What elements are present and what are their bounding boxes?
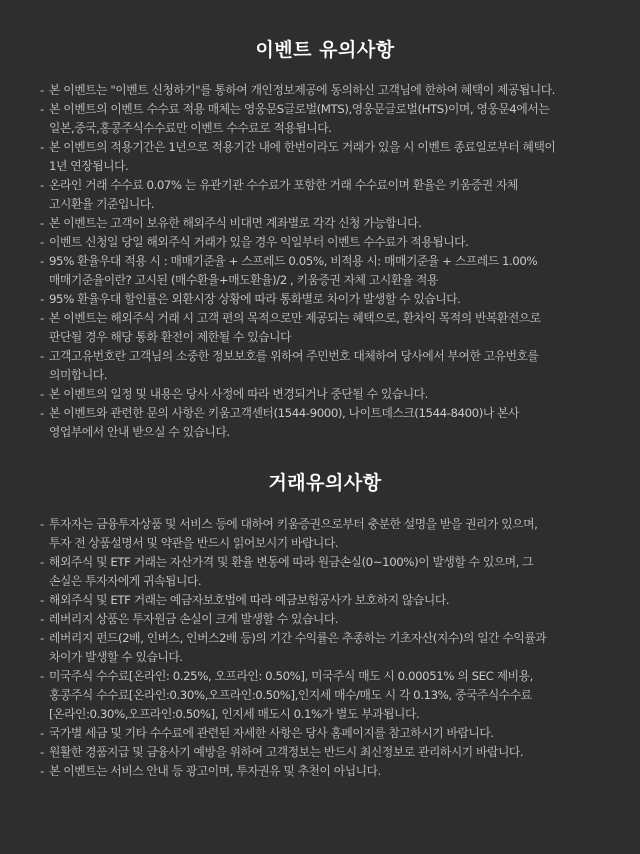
list-item: - 해외주식 및 ETF 거래는 자산가격 및 환율 변동에 따라 원금손실(0~100%)이 발생할 수 있으며, 그 손실은 투자자에게 귀속됩니다. [40,553,610,591]
list-item: - 원활한 경품지급 및 금융사기 예방을 위하여 고객정보는 반드시 최신정보로 관리하시기 바랍니다. [40,743,610,762]
list-item: - 레버리지 상품은 투자원금 손실이 크게 발생할 수 있습니다. [40,610,610,629]
list-item: - 본 이벤트는 "이벤트 신청하기"를 통하여 개인정보제공에 동의하신 고객님에 한하여 혜택이 제공됩니다. [40,81,610,100]
list-item: - 95% 환율우대 할인률은 외환시장 상황에 따라 통화별로 차이가 발생할 수 있습니다. [40,290,610,309]
list-item: - 국가별 세금 및 기타 수수료에 관련된 자세한 사항은 당사 홈페이지를 참고하시기 바랍니다. [40,724,610,743]
list-item: - 미국주식 수수료[온라인: 0.25%, 오프라인: 0.50%], 미국주식 매도 시 0.00051% 의 SEC 제비용, 홍콩주식 수수료[온라인:0.30%,오프라인:0.50%],인지세 매수/매도 시 각 0.13%, 중국주식수수료 [온라인:0.30%,오프라인:0.50%], 인지세 매도시 0.1%가 별도 부과됩니다. [40,667,610,724]
list-item: - 본 이벤트의 일정 및 내용은 당사 사정에 따라 변경되거나 중단될 수 있습니다. [40,385,610,404]
event-notice-title: 이벤트 유의사항 [255,39,395,61]
list-item: - 고객고유번호란 고객님의 소중한 정보보호를 위하여 주민번호 대체하여 당사에서 부여한 고유번호를 의미합니다. [40,347,610,385]
list-item: - 이벤트 신청일 당일 해외주식 거래가 있을 경우 익일부터 이벤트 수수료가 적용됩니다. [40,233,610,252]
event-notice-list [40,81,610,442]
list-item: - 본 이벤트의 적용기간은 1년으로 적용기간 내에 한번이라도 거래가 있을 시 이벤트 종료일로부터 혜택이 1년 연장됩니다. [40,138,610,176]
list-item: - 본 이벤트의 이벤트 수수료 적용 매체는 영웅문S글로벌(MTS),영웅문글로벌(HTS)이며, 영웅문4에서는 일본,중국,홍콩주식수수료만 이벤트 수수료로 적용됩니다. [40,100,610,138]
list-item: - 본 이벤트는 고객이 보유한 해외주식 비대면 계좌별로 각각 신청 가능합니다. [40,214,610,233]
list-item: - 온라인 거래 수수료 0.07% 는 유관기관 수수료가 포함한 거래 수수료이며 환율은 키움증권 자체 고시환율 기준입니다. [40,176,610,214]
list-item: - 투자자는 금융투자상품 및 서비스 등에 대하여 키움증권으로부터 충분한 설명을 받을 권리가 있으며, 투자 전 상품설명서 및 약관을 반드시 읽어보시기 바랍니다. [40,515,610,553]
trade-notice-title: 거래유의사항 [268,472,382,494]
trade-notice-list [40,515,610,781]
list-item: - 본 이벤트는 해외주식 거래 시 고객 편의 목적으로만 제공되는 혜택으로, 환차익 목적의 반복환전으로 판단될 경우 해당 통화 환전이 제한될 수 있습니다 [40,309,610,347]
list-item: - 레버리지 펀드(2배, 인버스, 인버스2배 등)의 기간 수익률은 추종하는 기초자산(지수)의 일간 수익률과 차이가 발생할 수 있습니다. [40,629,610,667]
list-item: - 95% 환율우대 적용 시 : 매매기준율 + 스프레드 0.05%, 비적용 시: 매매기준율 + 스프레드 1.00% 매매기준율이란? 고시된 (매수환율+매도환율)/2 , 키움증권 자체 고시환율 적용 [40,252,610,290]
list-item: - 본 이벤트는 서비스 안내 등 광고이며, 투자권유 및 추천이 아닙니다. [40,762,610,781]
list-item: - 해외주식 및 ETF 거래는 예금자보호법에 따라 예금보험공사가 보호하지 않습니다. [40,591,610,610]
list-item: - 본 이벤트와 관련한 문의 사항은 키움고객센터(1544-9000), 나이트데스크(1544-8400)나 본사 영업부에서 안내 받으실 수 있습니다. [40,404,610,442]
